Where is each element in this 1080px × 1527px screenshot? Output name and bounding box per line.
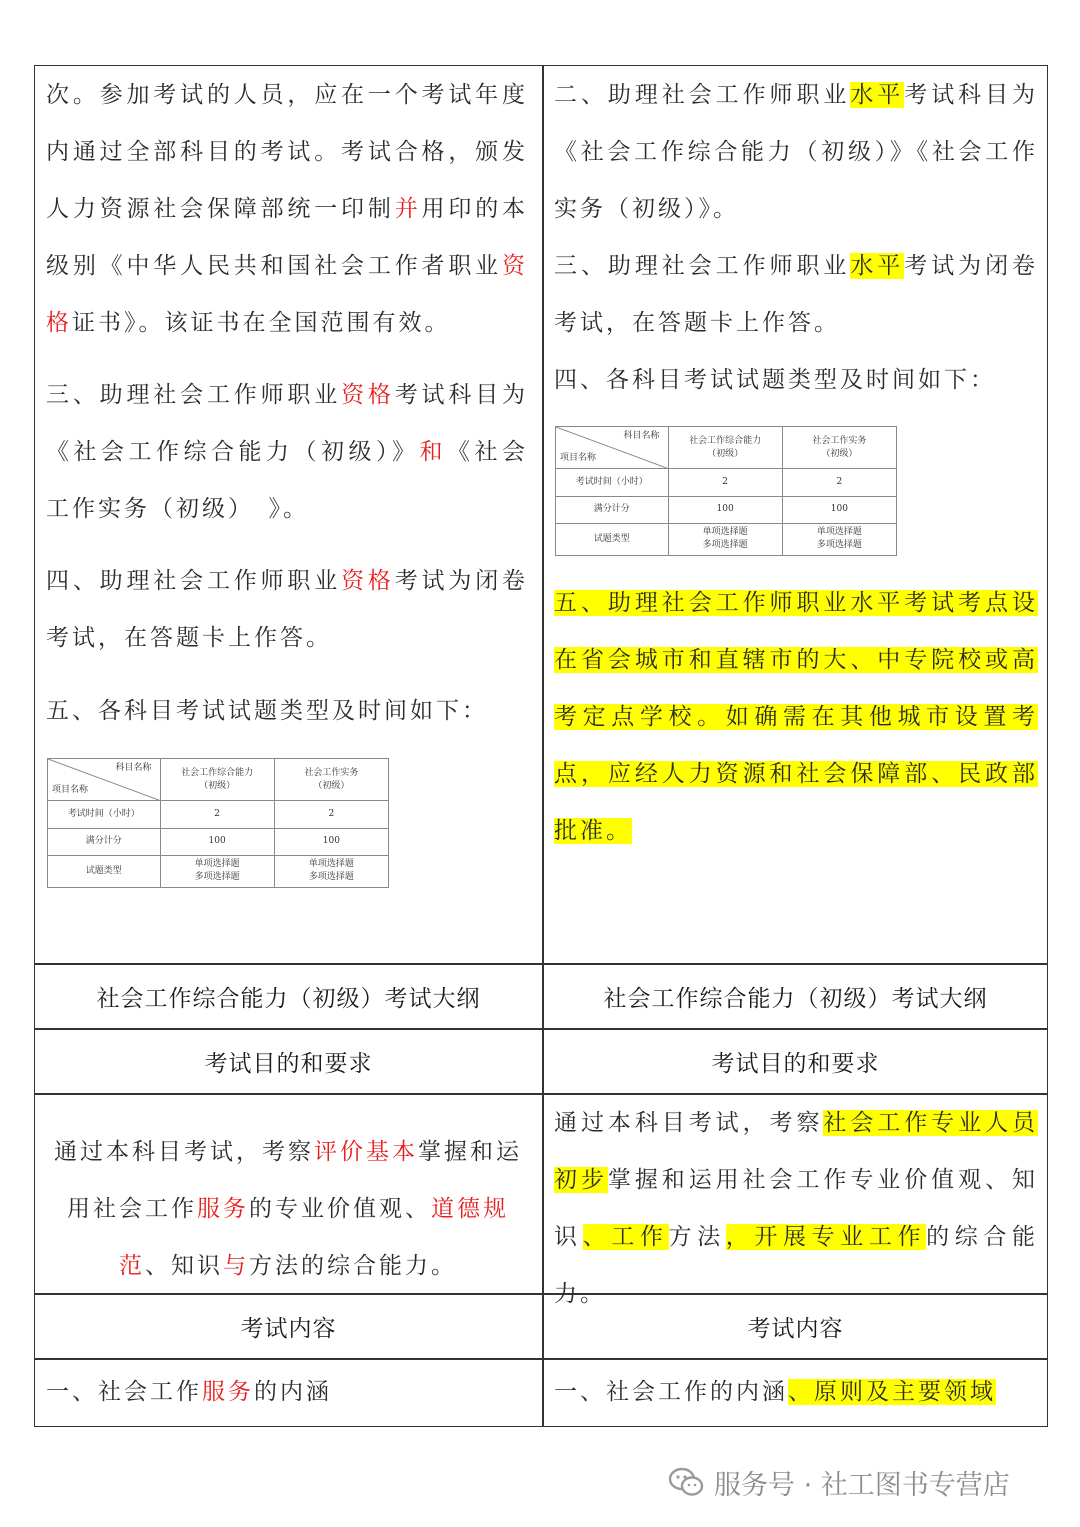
red-emphasis-text: 并 bbox=[394, 196, 422, 222]
right-paragraph-3 bbox=[554, 238, 1038, 352]
table-cell: 2 bbox=[160, 801, 274, 828]
table-row-label: 考试时间（小时） bbox=[48, 801, 161, 828]
left-paragraph-3 bbox=[46, 367, 528, 538]
text-run: 的综合能力。 bbox=[554, 1224, 1038, 1307]
left-exam-type-table bbox=[47, 758, 389, 888]
corner-bottom-label: 项目名称 bbox=[52, 785, 89, 796]
cell-line: 单项选择题 bbox=[816, 527, 862, 538]
table-column-header bbox=[668, 427, 782, 469]
left-purpose-text bbox=[46, 1124, 530, 1295]
cell-line: 多项选择题 bbox=[194, 872, 240, 883]
text-run: 考试为闭卷考试，在答题卡上作答。 bbox=[554, 253, 1039, 336]
corner-bottom-label: 项目名称 bbox=[560, 453, 597, 464]
right-outline-title: 社会工作综合能力（初级）考试大纲 bbox=[603, 986, 988, 1012]
red-emphasis-text: 服务 bbox=[197, 1196, 249, 1222]
highlighted-text: ，开展专业工作 bbox=[725, 1224, 927, 1250]
corner-top-label: 科目名称 bbox=[623, 431, 660, 441]
table-cell bbox=[274, 855, 388, 887]
text-run: 掌握和运用社会工作专业价值观、知识 bbox=[554, 1167, 1039, 1250]
text-run: 三、助理社会工作师职业 bbox=[46, 382, 342, 408]
text-run: 通过本科目考试，考察 bbox=[54, 1139, 314, 1165]
text-run: 的专业价值观、 bbox=[249, 1196, 431, 1222]
left-paragraph-4 bbox=[46, 553, 528, 667]
right-rules-cell bbox=[554, 67, 1038, 409]
right-exam-type-table bbox=[555, 426, 897, 556]
table-row-label: 考试时间（小时） bbox=[556, 469, 669, 496]
left-paragraph-1 bbox=[46, 67, 528, 352]
header-line: （初级） bbox=[707, 448, 744, 459]
cell-line: 多项选择题 bbox=[816, 540, 862, 551]
left-content-item bbox=[46, 1364, 530, 1421]
table-column-header bbox=[274, 759, 388, 801]
table-cell: 2 bbox=[668, 469, 782, 496]
corner-top-label: 科目名称 bbox=[115, 763, 152, 773]
table-column-header bbox=[160, 759, 274, 801]
table-cell: 2 bbox=[274, 801, 388, 828]
cell-line: 单项选择题 bbox=[702, 527, 748, 538]
header-line: （初级） bbox=[821, 448, 858, 459]
text-run: 一、社会工作的内涵 bbox=[554, 1379, 788, 1405]
diagonal-header-cell bbox=[48, 759, 161, 801]
table-column-header bbox=[782, 427, 896, 469]
table-header-row bbox=[48, 759, 389, 801]
text-run: 一、社会工作 bbox=[46, 1379, 202, 1405]
red-emphasis-text: 资格 bbox=[46, 253, 528, 336]
text-run: 、知识 bbox=[145, 1253, 223, 1279]
table-cell: 100 bbox=[160, 828, 274, 855]
header-line: 社会工作实务 bbox=[304, 767, 359, 778]
text-run: 考试科目为《社会工作综合能力（初级）》 bbox=[46, 382, 529, 465]
table-row-label: 满分计分 bbox=[48, 828, 161, 855]
right-purpose-text bbox=[554, 1095, 1038, 1323]
wechat-icon bbox=[668, 1466, 704, 1498]
text-run: 的内涵 bbox=[254, 1379, 332, 1405]
right-content-item bbox=[554, 1364, 1038, 1421]
table-cell: 100 bbox=[668, 496, 782, 523]
red-emphasis-text: 道德规范 bbox=[119, 1196, 509, 1279]
text-run: 通过本科目考试，考察 bbox=[554, 1110, 824, 1136]
text-run: 三、助理社会工作师职业 bbox=[554, 253, 851, 279]
table-row bbox=[48, 801, 389, 828]
text-run: 方法 bbox=[668, 1224, 726, 1250]
highlighted-text: 、原则及主要领域 bbox=[788, 1379, 996, 1405]
right-paragraph-2 bbox=[554, 67, 1038, 238]
table-row bbox=[48, 828, 389, 855]
red-emphasis-text: 资格 bbox=[341, 568, 395, 594]
header-line: 社会工作综合能力 bbox=[181, 767, 254, 778]
left-outline-title: 社会工作综合能力（初级）考试大纲 bbox=[96, 986, 481, 1012]
highlighted-text: 水平 bbox=[850, 82, 905, 108]
text-run: 四、各科目考试试题类型及时间如下： bbox=[554, 367, 996, 393]
highlighted-text: 水平 bbox=[850, 253, 905, 279]
text-run: 方法的综合能力。 bbox=[249, 1253, 457, 1279]
red-emphasis-text: 评价基本 bbox=[314, 1139, 418, 1165]
highlighted-text: 社会工作专业人员初步 bbox=[554, 1110, 1039, 1193]
highlighted-text: 五、助理社会工作师职业水平考试考点设在省会城市和直辖市的大、中专院校或高考定点学校。如确需在其他城市设置考点，应经人力资源和社会保障部、民政部批准。 bbox=[554, 590, 1038, 844]
left-content-title: 考试内容 bbox=[240, 1316, 337, 1342]
table-row-label: 试题类型 bbox=[556, 523, 669, 555]
footer-watermark bbox=[668, 1462, 1010, 1502]
right-paragraph-5 bbox=[554, 575, 1038, 860]
header-line: （初级） bbox=[313, 780, 350, 791]
left-purpose-title: 考试目的和要求 bbox=[204, 1051, 373, 1077]
header-line: （初级） bbox=[199, 780, 236, 791]
table-row bbox=[556, 496, 897, 523]
text-run: 考试科目为《社会工作综合能力（初级）》《社会工作实务（初级）》。 bbox=[554, 82, 1039, 222]
highlighted-text: 工作 bbox=[611, 1224, 669, 1250]
table-cell: 100 bbox=[274, 828, 388, 855]
column-divider bbox=[542, 65, 544, 1427]
text-run: 四、助理社会工作师职业 bbox=[46, 568, 342, 594]
footer-text: 服务号 · 社工图书专营店 bbox=[714, 1469, 1010, 1501]
right-purpose-title: 考试目的和要求 bbox=[711, 1051, 880, 1077]
text-run: 五、各科目考试试题类型及时间如下： bbox=[46, 698, 488, 724]
text-run: 《社会工作实务（初级） 》。 bbox=[46, 439, 528, 522]
table-cell: 100 bbox=[782, 496, 896, 523]
table-row bbox=[556, 523, 897, 555]
cell-line: 单项选择题 bbox=[194, 859, 240, 870]
table-row-label: 试题类型 bbox=[48, 855, 161, 887]
cell-line: 单项选择题 bbox=[308, 859, 354, 870]
text-run: 考试为闭卷考试，在答题卡上作答。 bbox=[46, 568, 529, 651]
text-run: 掌握和运用社会工作 bbox=[67, 1139, 522, 1222]
table-row bbox=[48, 855, 389, 887]
text-run: 次。参加考试的人员，应在一个考试年度内通过全部科目的考试。考试合格，颁发人力资源社会保障部统一印制 bbox=[46, 82, 528, 222]
diagonal-header-cell bbox=[556, 427, 669, 469]
table-header-row bbox=[556, 427, 897, 469]
text-run: 用印的本级别《中华人民共和国社会工作者职业 bbox=[46, 196, 529, 279]
highlighted-text: 、 bbox=[582, 1224, 612, 1250]
red-emphasis-text: 服务 bbox=[202, 1379, 254, 1405]
header-line: 社会工作综合能力 bbox=[689, 435, 762, 446]
table-row bbox=[556, 469, 897, 496]
left-rules-cell bbox=[46, 67, 528, 740]
row-divider bbox=[34, 1358, 1048, 1360]
cell-line: 多项选择题 bbox=[702, 540, 748, 551]
right-content-title: 考试内容 bbox=[747, 1316, 844, 1342]
left-paragraph-5 bbox=[46, 683, 528, 740]
right-paragraph-4 bbox=[554, 352, 1038, 409]
table-cell bbox=[782, 523, 896, 555]
table-row-label: 满分计分 bbox=[556, 496, 669, 523]
red-emphasis-text: 和 bbox=[419, 439, 447, 465]
red-emphasis-text: 资格 bbox=[341, 382, 395, 408]
table-cell bbox=[668, 523, 782, 555]
text-run: 证书》。该证书在全国范围有效。 bbox=[72, 310, 451, 336]
table-cell: 2 bbox=[782, 469, 896, 496]
table-cell bbox=[160, 855, 274, 887]
red-emphasis-text: 与 bbox=[223, 1253, 249, 1279]
header-line: 社会工作实务 bbox=[812, 435, 867, 446]
text-run: 二、助理社会工作师职业 bbox=[554, 82, 851, 108]
cell-line: 多项选择题 bbox=[308, 872, 354, 883]
